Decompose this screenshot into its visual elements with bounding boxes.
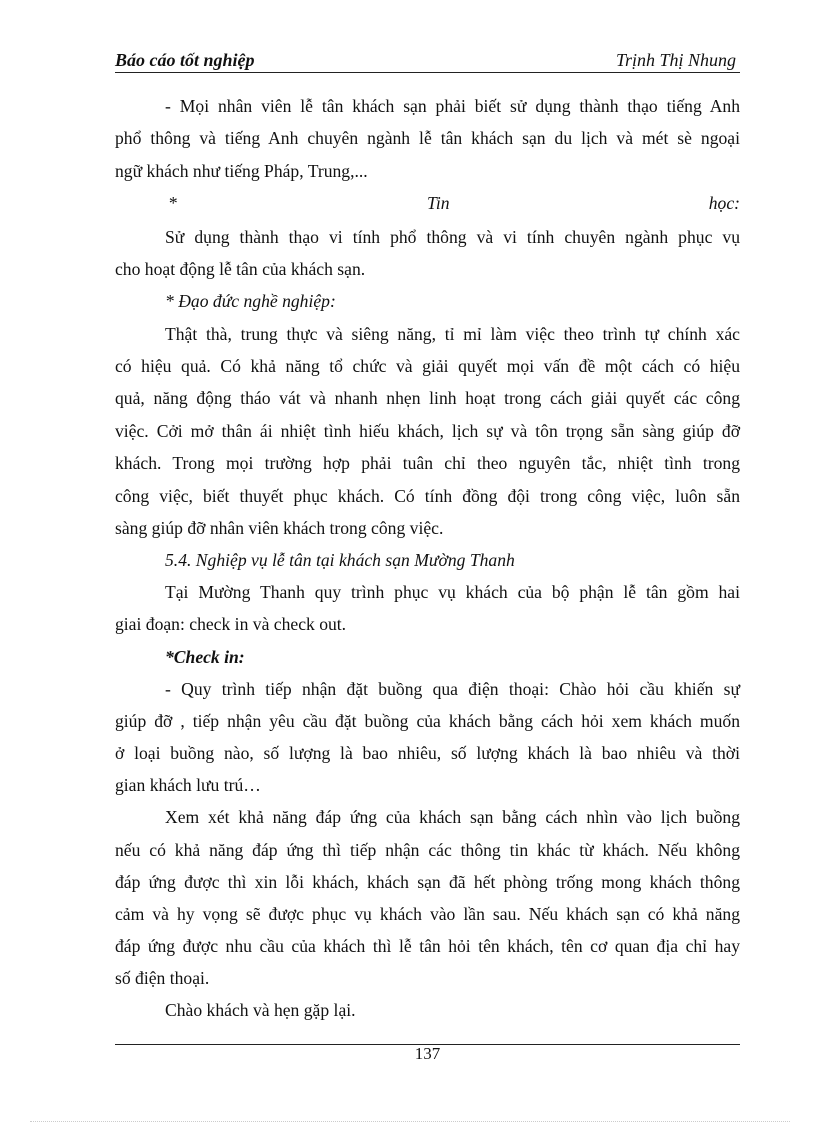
paragraph-line: số điện thoại. — [115, 968, 210, 988]
paragraph-line: cảm và hy vọng sẽ được phục vụ khách vào lần sau. Nếu khách sạn có khả năng — [115, 904, 740, 924]
header-author: Trịnh Thị Nhung — [615, 50, 736, 70]
paragraph-line: nếu có khả năng đáp ứng thì tiếp nhận các thông tin khác từ khách. Nếu không — [115, 840, 740, 860]
paragraph-line: đáp ứng được nhu cầu của khách thì lễ tân hỏi tên khách, tên cơ quan địa chỉ hay — [115, 936, 740, 956]
paragraph-line: công việc, biết thuyết phục khách. Có tính đồng đội trong công việc, luôn sẵn — [115, 486, 740, 506]
paragraph-line: Sử dụng thành thạo vi tính phổ thông và vi tính chuyên ngành phục vụ — [165, 227, 740, 247]
paragraph-line: có hiệu quả. Có khả năng tổ chức và giải quyết mọi vấn đề một cách có hiệu — [115, 356, 740, 376]
section-heading-check-in: *Check in: — [165, 647, 245, 667]
page-edge-dotted-line — [30, 1121, 790, 1122]
paragraph-line: Thật thà, trung thực và siêng năng, tỉ mỉ làm việc theo trình tự chính xác — [165, 324, 740, 344]
paragraph-line: phổ thông và tiếng Anh chuyên ngành lễ tân khách sạn du lịch và mét sè ngoại — [115, 128, 740, 148]
page-header — [115, 48, 740, 74]
paragraph-line: đáp ứng được thì xin lỗi khách, khách sạn đã hết phòng trống mong khách thông — [115, 872, 740, 892]
paragraph-line: sàng giúp đỡ nhân viên khách trong công việc. — [115, 518, 444, 538]
paragraph-line: việc. Cởi mở thân ái nhiệt tình hiếu khách, lịch sự và tôn trọng sẵn sàng giúp đỡ — [115, 421, 740, 441]
paragraph-line: giúp đỡ , tiếp nhận yêu cầu đặt buồng của khách bằng cách hỏi xem khách muốn — [115, 711, 740, 731]
paragraph-line: - Quy trình tiếp nhận đặt buồng qua điện thoại: Chào hỏi cầu khiến sự — [165, 679, 740, 699]
page-number: 137 — [414, 1044, 441, 1063]
paragraph-line: Tại Mường Thanh quy trình phục vụ khách của bộ phận lễ tân gồm hai — [165, 582, 740, 602]
header-report-title: Báo cáo tốt nghiệp — [115, 50, 255, 70]
heading-word-hoc: học: — [708, 193, 740, 213]
paragraph-line: - Mọi nhân viên lễ tân khách sạn phải biết sử dụng thành thạo tiếng Anh — [165, 96, 740, 116]
section-heading-dao-duc: * Đạo đức nghề nghiệp: — [165, 291, 336, 311]
paragraph-line: gian khách lưu trú… — [115, 775, 261, 795]
section-heading-5-4: 5.4. Nghiệp vụ lễ tân tại khách sạn Mường Thanh — [165, 550, 515, 570]
paragraph-line: Chào khách và hẹn gặp lại. — [165, 1000, 356, 1020]
header-rule — [115, 72, 740, 73]
paragraph-line: cho hoạt động lễ tân của khách sạn. — [115, 259, 366, 279]
paragraph-line: ngữ khách như tiếng Pháp, Trung,... — [115, 161, 368, 181]
paragraph-line: giai đoạn: check in và check out. — [115, 614, 347, 634]
paragraph-line: ở loại buồng nào, số lượng là bao nhiêu, số lượng khách là bao nhiêu và thời — [115, 743, 740, 763]
paragraph-line: Xem xét khả năng đáp ứng của khách sạn bằng cách nhìn vào lịch buồng — [165, 807, 740, 827]
paragraph-line: khách. Trong mọi trường hợp phải tuân chỉ theo nguyên tắc, nhiệt tình trong — [115, 453, 740, 473]
heading-star: * — [168, 193, 177, 213]
heading-word-tin: Tin — [427, 193, 450, 213]
paragraph-line: quả, năng động tháo vát và nhanh nhẹn linh hoạt trong cách giải quyết các công — [115, 388, 740, 408]
